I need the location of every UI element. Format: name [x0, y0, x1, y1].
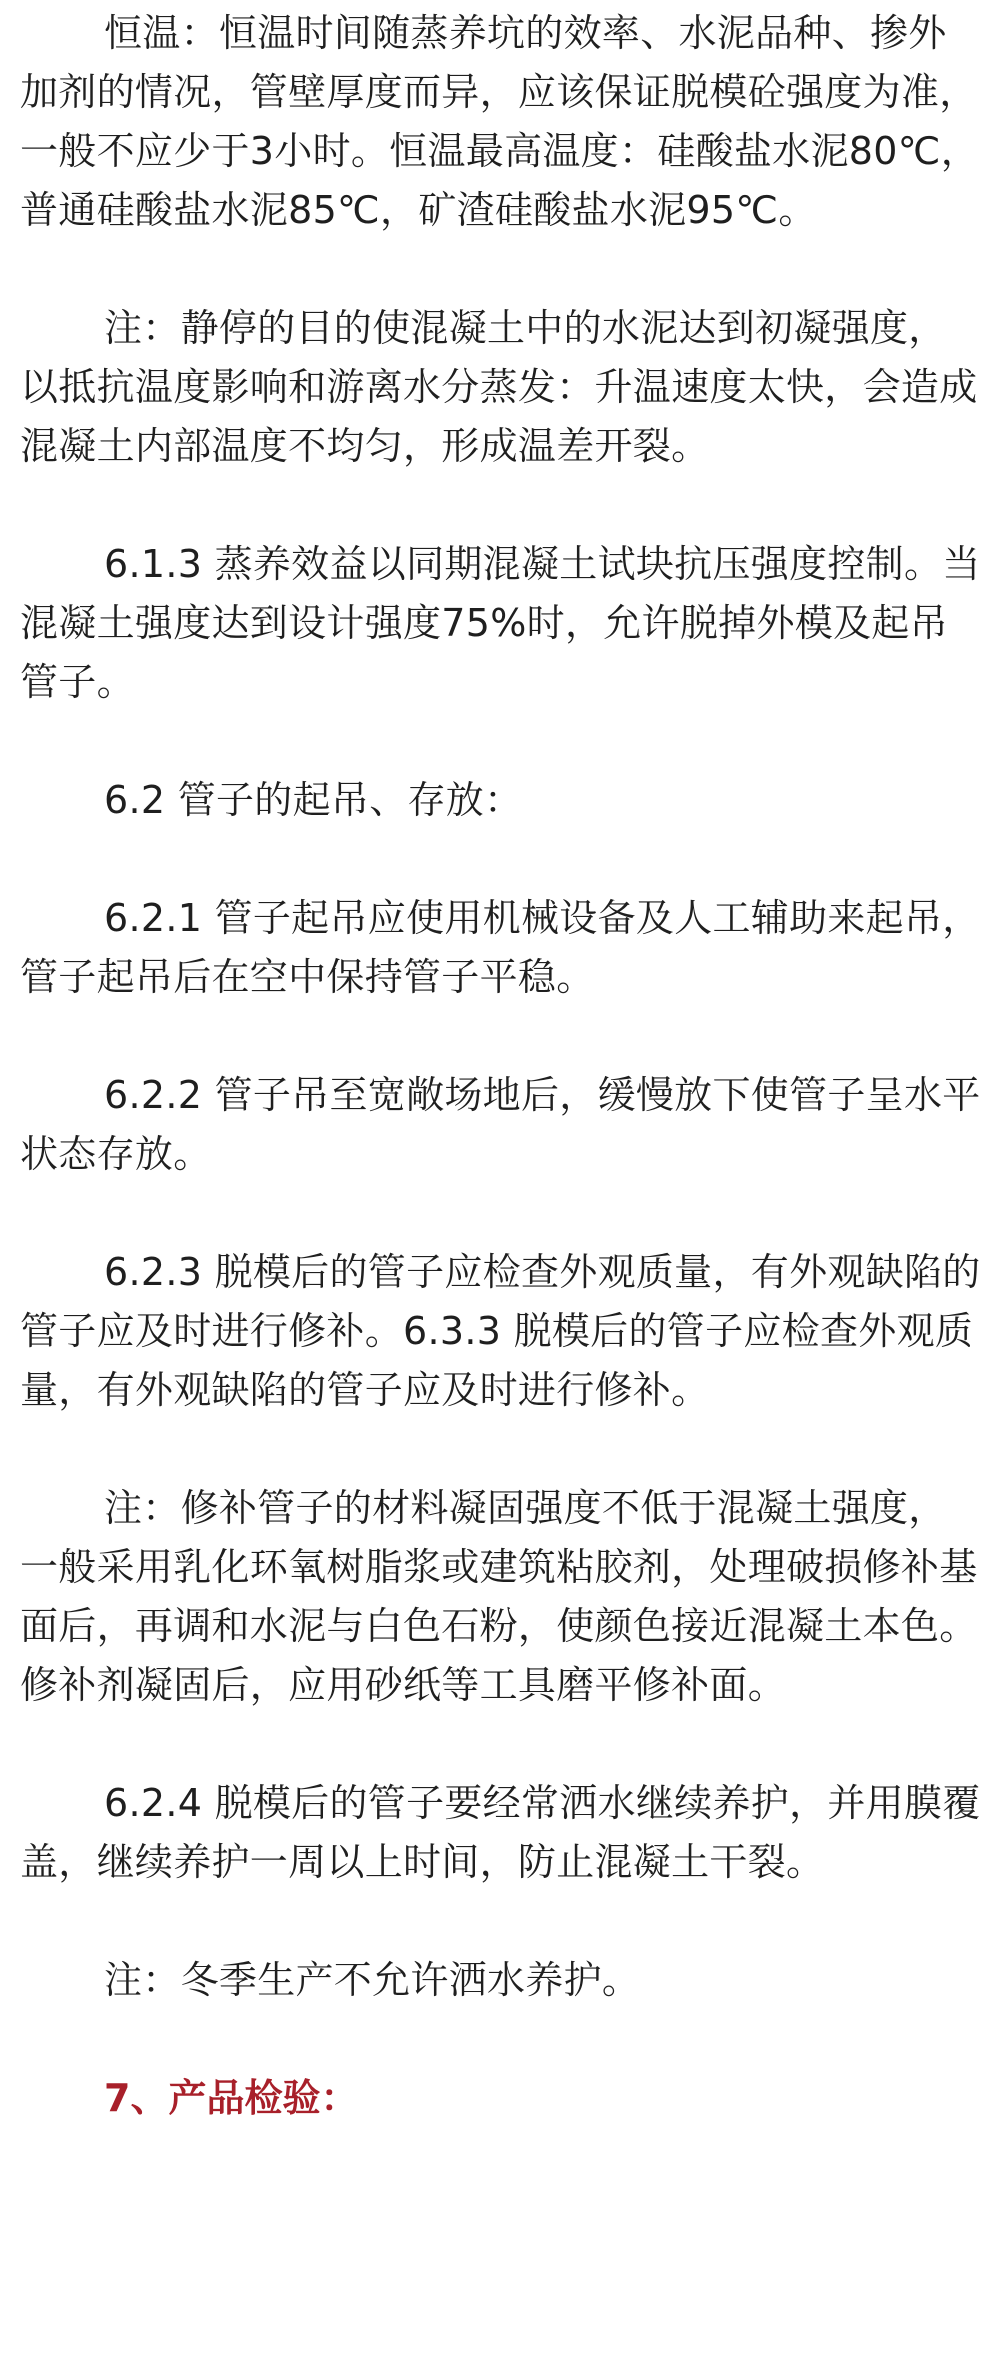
paragraph-note-winter: 注：冬季生产不允许洒水养护。: [104, 1958, 641, 2002]
article-body: [20, 4, 982, 2128]
paragraph-6-1-3: 6.1.3 蒸养效益以同期混凝土试块抗压强度控制。当混凝土强度达到设计强度75%时，允许脱掉外模及起吊管子。: [20, 542, 981, 704]
paragraph-6-2-3: 6.2.3 脱模后的管子应检查外观质量，有外观缺陷的管子应及时进行修补。6.3.3 脱模后的管子应检查外观质量，有外观缺陷的管子应及时进行修补。: [20, 1250, 981, 1412]
paragraph-constant-temperature: 恒温：恒温时间随蒸养坑的效率、水泥品种、掺外加剂的情况，管壁厚度而异，应该保证脱模砼强度为准，一般不应少于3小时。恒温最高温度：硅酸盐水泥80℃，普通硅酸盐水泥85℃，矿渣硅酸盐水泥95℃。: [20, 11, 980, 232]
paragraph-6-2-2: 6.2.2 管子吊至宽敞场地后，缓慢放下使管子呈水平状态存放。: [20, 1073, 981, 1176]
paragraph-note-static-curing: 注：静停的目的使混凝土中的水泥达到初凝强度，以抵抗温度影响和游离水分蒸发：升温速度太快，会造成混凝土内部温度不均匀，形成温差开裂。: [20, 306, 978, 468]
paragraph-6-2-1: 6.2.1 管子起吊应使用机械设备及人工辅助来起吊，管子起吊后在空中保持管子平稳。: [20, 896, 981, 999]
paragraph-6-2: 6.2 管子的起吊、存放：: [104, 778, 523, 822]
paragraph-note-repair: 注：修补管子的材料凝固强度不低于混凝土强度，一般采用乳化环氧树脂浆或建筑粘胶剂，处理破损修补基面后，再调和水泥与白色石粉，使颜色接近混凝土本色。修补剂凝固后，应用砂纸等工具磨平修补面。: [20, 1486, 978, 1707]
paragraph-6-2-4: 6.2.4 脱模后的管子要经常洒水继续养护，并用膜覆盖，继续养护一周以上时间，防止混凝土干裂。: [20, 1781, 981, 1884]
section-heading-product-inspection: 7、产品检验：: [104, 2076, 359, 2120]
